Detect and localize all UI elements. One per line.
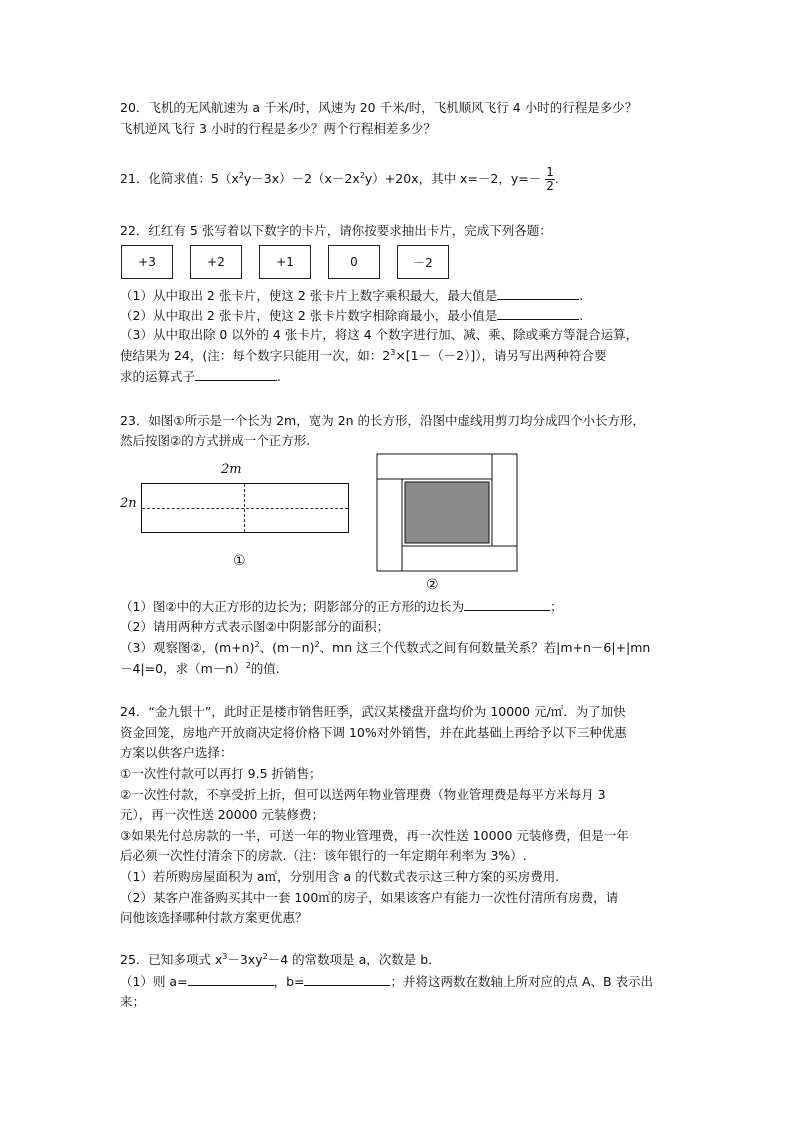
q23-exp-1: 2 <box>254 640 260 649</box>
q25-sub1-text-a: （1）则 a= <box>120 974 188 989</box>
q23-exp-3: 2 <box>245 661 251 670</box>
q24-sub2-line2: 问他该选择哪种付款方案更优惠？ <box>120 910 308 925</box>
q21-end: . <box>554 171 559 186</box>
fig1-dashed-horizontal <box>142 508 348 509</box>
q23-sub3-line2 <box>120 661 280 677</box>
figure-2 <box>375 452 520 577</box>
q20-line2: 飞机逆风飞行 3 小时的行程是多少？两个行程相差多少？ <box>120 121 436 136</box>
q23-sub3-text-d: －4|=0，求（m－n） <box>120 661 246 676</box>
q23-sub1-text: （1）图②中的大正方形的边长为；阴影部分的正方形的边长为 <box>120 599 465 614</box>
q25-text-b: －3xy <box>227 952 263 967</box>
card-plus3: +3 <box>121 245 173 279</box>
q23-exp-2: 2 <box>314 640 320 649</box>
q23-sub3-text-c: 、mn 这三个代数式之间有何数量关系？若|m+n－6|+|mn <box>319 640 651 655</box>
fig1-caption: ① <box>233 553 246 569</box>
q24-line3: 方案以供客户选择： <box>120 745 233 760</box>
q24-line2: 资金回笼，房地产开放商决定将价格下调 10%对外销售，并在此基础上再给予以下三种优惠 <box>120 725 627 740</box>
q22-sub3-line3 <box>120 368 281 385</box>
fig1-label-2n: 2n <box>120 496 137 511</box>
fig1-rectangle <box>141 483 349 533</box>
q23-sub3-text-b: 、(m－n) <box>259 640 315 655</box>
q25-text-a: 25．已知多项式 x <box>120 952 223 967</box>
q24-option2-line1: ②一次性付款，不享受折上折，但可以送两年物业管理费（物业管理费是每平方米每月 3 <box>120 787 606 802</box>
q25-blank-a[interactable] <box>188 973 274 986</box>
fig2-rect-top <box>377 454 492 479</box>
q23-sub2: （2）请用两种方式表示图②中阴影部分的面积； <box>120 619 390 634</box>
q22-sub3-blank[interactable] <box>195 368 277 381</box>
card-plus1: +1 <box>259 245 311 279</box>
q20-line1: 20．飞机的无风航速为 a 千米/时，风速为 20 千米/时，飞机顺风飞行 4 小时的行程是多少？ <box>120 100 638 115</box>
q22-intro: 22．红红有 5 张写着以下数字的卡片，请你按要求抽出卡片，完成下列各题： <box>120 223 552 238</box>
q22-sub3-text-c: 求的运算式子 <box>120 369 196 384</box>
q22-sub3-text-b: ×[1－（－2）]），请另写出两种符合要 <box>395 348 607 363</box>
figure-1 <box>120 460 360 570</box>
card-zero: 0 <box>328 245 380 279</box>
fig2-rect-right <box>492 454 517 546</box>
q23-sub1 <box>120 598 563 615</box>
q22-sub1 <box>120 287 583 304</box>
q23-sub1-end: ； <box>550 599 563 614</box>
q24-sub2-line1: （2）某客户准备购买其中一套 100㎡的房子，如果该客户有能力一次性付清所有房费，请 <box>120 890 619 905</box>
q23-sub1-blank[interactable] <box>464 598 550 611</box>
q22-sub3-line1: （3）从中取出除 0 以外的 4 张卡片，将这 4 个数字进行加、减、乘、除或乘方等混合运算， <box>120 327 639 342</box>
q21-line <box>120 166 559 193</box>
q23-sub3-line1 <box>120 640 650 656</box>
q21-text-a: 21．化简求值：5（x <box>120 171 239 186</box>
q22-sub1-text: （1）从中取出 2 张卡片，使这 2 张卡片上数字乘积最大，最大值是 <box>120 288 498 303</box>
q21-text-b: y－3x）－2（x－2x <box>243 171 360 186</box>
q23-sub3-text-a: （3）观察图②，(m+n) <box>120 640 255 655</box>
q22-sub2 <box>120 307 583 324</box>
q25-exp-2: 2 <box>262 952 268 961</box>
q24-sub1: （1）若所购房屋面积为 a㎡，分别用含 a 的代数式表示这三种方案的买房费用. <box>120 869 560 884</box>
fig2-caption: ② <box>426 577 439 593</box>
q25-text-c: －4 的常数项是 a，次数是 b. <box>267 952 433 967</box>
q22-sub3-end: . <box>277 369 281 384</box>
q22-exp: 3 <box>390 348 396 357</box>
fig2-rect-bottom <box>402 546 517 571</box>
q21-fraction <box>545 166 555 193</box>
q23-line1: 23．如图①所示是一个长为 2m，宽为 2n 的长方形，沿图中虚线用剪刀均分成四个小长方形， <box>120 413 646 428</box>
q24-option3-line1: ③如果先付总房款的一半，可送一年的物业管理费，再一次性送 10000 元装修费，但是一年 <box>120 828 629 843</box>
q21-exp-2: 2 <box>359 171 365 180</box>
q25-sub1-text-b: ，b= <box>273 974 305 989</box>
q23-sub3-text-e: 的值. <box>250 661 280 676</box>
q25-line1 <box>120 952 432 968</box>
q25-blank-b[interactable] <box>304 973 390 986</box>
q25-sub1-line2: 来； <box>120 994 146 1009</box>
q22-sub1-end: . <box>579 288 584 303</box>
q25-sub1-line1 <box>120 973 653 990</box>
q21-frac-den: 2 <box>546 179 554 193</box>
fig2-rect-left <box>377 479 402 571</box>
q25-sub1-text-c: ；并将这两数在数轴上所对应的点 A、B 表示出 <box>390 974 654 989</box>
q24-option3-line2: 后必须一次性付清余下的房款.（注：该年银行的一年定期年利率为 3%）. <box>120 848 527 863</box>
q21-exp-1: 2 <box>238 171 244 180</box>
fig1-label-2m: 2m <box>221 462 242 477</box>
q21-text-c: y）+20x，其中 x=－2，y=－ <box>364 171 542 186</box>
q21-frac-num: 1 <box>546 165 554 179</box>
q22-sub3-text-a: 使结果为 24，(注：每个数字只能用一次，如：2 <box>120 348 391 363</box>
q23-line2: 然后按图②的方式拼成一个正方形. <box>120 433 311 448</box>
card-minus2: －2 <box>397 245 449 279</box>
q22-sub2-text: （2）从中取出 2 张卡片，使这 2 张卡片数字相除商最小，最小值是 <box>120 308 498 323</box>
q22-sub2-end: . <box>579 308 584 323</box>
q24-line1: 24．“金九银十”，此时正是楼市销售旺季，武汉某楼盘开盘均价为 10000 元/㎡．为了加快 <box>120 704 626 719</box>
fig2-shaded-square <box>405 482 489 543</box>
q22-sub3-line2 <box>120 348 606 364</box>
card-plus2: +2 <box>190 245 242 279</box>
q25-exp-1: 3 <box>222 952 228 961</box>
q22-sub1-blank[interactable] <box>497 287 579 300</box>
q24-option2-line2: 元），再一次性送 20000 元装修费； <box>120 807 324 822</box>
q22-sub2-blank[interactable] <box>497 307 579 320</box>
q24-option1: ①一次性付款可以再打 9.5 折销售； <box>120 766 322 781</box>
